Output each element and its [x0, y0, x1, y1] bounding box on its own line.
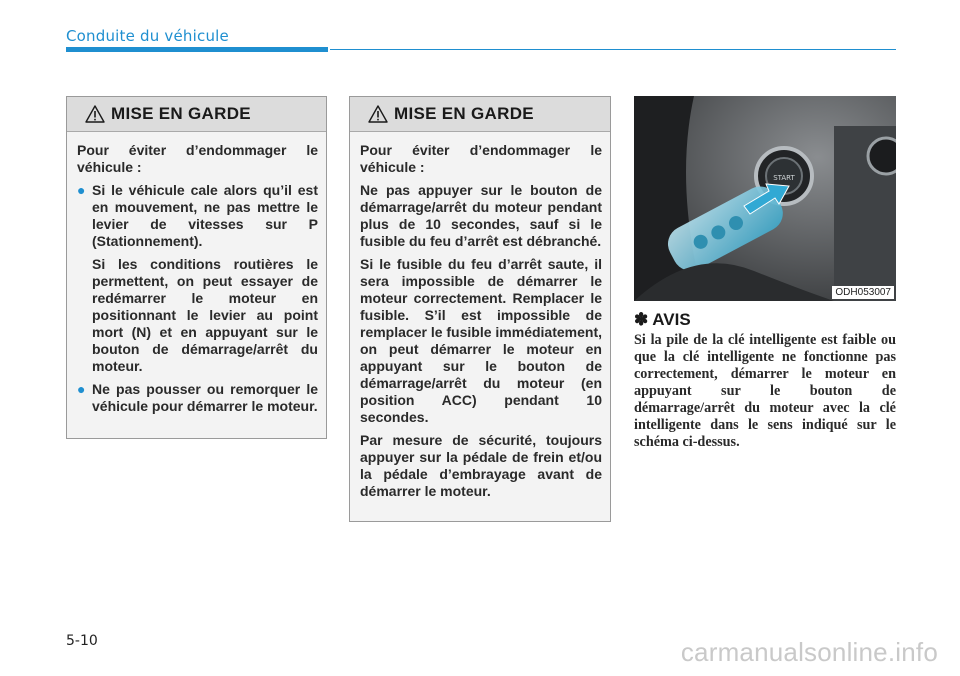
caution-paragraph: Par mesure de sécurité, toujours appuyer sur la pédale de frein et/ou la pédale d’embrayage avant de démarrer le moteur.: [360, 432, 602, 499]
caution-title-left: MISE EN GARDE: [111, 104, 251, 123]
smart-key-start-button-photo: [634, 96, 896, 301]
header-rule-thin: [330, 49, 896, 50]
caution-title-middle: MISE EN GARDE: [394, 104, 534, 123]
caution-body-middle: [350, 132, 610, 500]
bullet-dot-icon: ●: [77, 182, 86, 198]
caution-bullet-text: Si le véhicule cale alors qu’il est en mouvement, ne pas mettre le levier de vitesses sur P (Stationnement).: [92, 182, 318, 249]
warning-triangle-icon: [85, 105, 105, 123]
caution-bullet: [77, 381, 318, 415]
notice-text: Si la pile de la clé intelligente est faible ou que la clé intelligente ne fonctionne pas correctement, démarrer le moteur en appuyant sur le bouton de démarrage/arrêt du moteur avec la clé intelligente dans le sens indiqué sur le schéma ci-dessus.: [634, 332, 896, 450]
caution-box-left: [66, 96, 327, 439]
caution-bullet: [77, 182, 318, 375]
caution-intro-left: Pour éviter d’endommager le véhicule :: [77, 142, 318, 175]
caution-header-left: [67, 97, 326, 132]
svg-text:START: START: [773, 174, 795, 182]
photo-illustration: [634, 96, 896, 301]
section-title: Conduite du véhicule: [66, 27, 229, 45]
header-rule-thick: [66, 47, 328, 52]
caution-body-left: [67, 132, 326, 415]
notice-star-icon: ✽: [634, 310, 649, 329]
caution-header-middle: [350, 97, 610, 132]
caution-box-middle: [349, 96, 611, 522]
caution-paragraph: Pour éviter d’endommager le véhicule :: [360, 142, 602, 175]
page-number: 5-10: [66, 633, 98, 649]
warning-triangle-icon: [368, 105, 388, 123]
watermark: carmanualsonline.info: [680, 637, 938, 667]
caution-bullet-extra: Si les conditions routières le permettent, on peut essayer de redémarrer le moteur en positionnant le levier au point mort (N) et en appuyant sur le bouton de démarrage/arrêt du moteur.: [92, 256, 318, 374]
caution-paragraph: Ne pas appuyer sur le bouton de démarrage/arrêt du moteur pendant plus de 10 secondes, sauf si le fusible du feu d’arrêt est débranché.: [360, 182, 602, 249]
notice-title-text: AVIS: [652, 310, 691, 329]
caution-bullet-text: Ne pas pousser ou remorquer le véhicule pour démarrer le moteur.: [92, 381, 318, 414]
caution-bullet-list: [77, 182, 318, 415]
bullet-dot-icon: ●: [77, 381, 86, 397]
notice-title: [634, 310, 691, 330]
caution-paragraph: Si le fusible du feu d’arrêt saute, il sera impossible de démarrer le moteur correctement. Remplacer le fusible. S’il est impossible de remplacer le fusible immédiatement, on peut démarrer le moteur en appuyant sur le bouton de démarrage/arrêt du moteur (en position ACC) pendant 10 secondes.: [360, 256, 602, 425]
figure-caption: ODH053007: [832, 286, 894, 299]
